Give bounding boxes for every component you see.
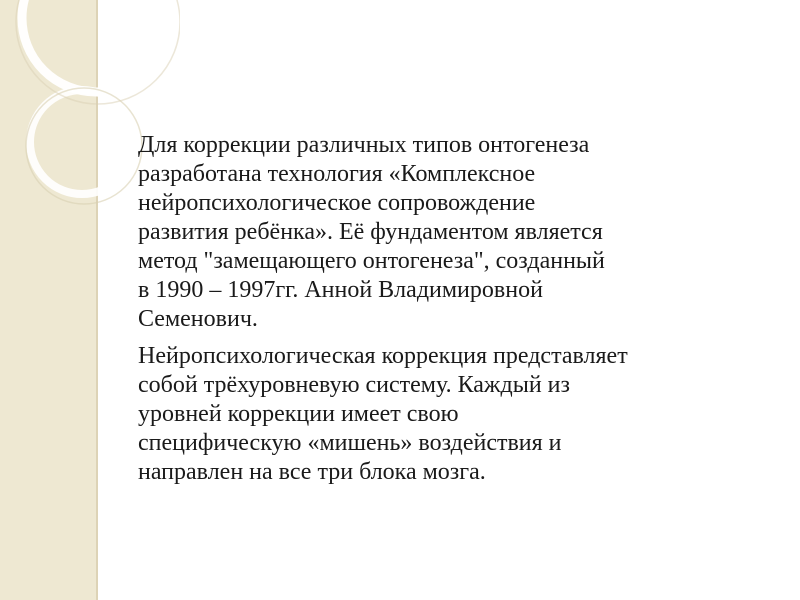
text-line: уровней коррекции имеет свою [138, 401, 459, 427]
paragraph-correction-technology [138, 131, 778, 334]
large-ring [22, 0, 170, 92]
text-line: направлен на все три блока мозга. [138, 459, 486, 485]
text-line: собой трёхуровневую систему. Каждый из [138, 372, 570, 398]
paragraph-three-level-system [138, 342, 778, 487]
text-line: в 1990 – 1997гг. Анной Владимировной [138, 277, 543, 303]
small-ring [30, 90, 134, 194]
text-line: специфическую «мишень» воздействия и [138, 430, 562, 456]
slide-body-text [138, 131, 778, 495]
small-ring-shadow [26, 88, 142, 204]
text-line: нейропсихологическое сопровождение [138, 190, 536, 216]
text-line: метод "замещающего онтогенеза", созданный [138, 248, 605, 274]
text-line: Для коррекции различных типов онтогенеза [138, 132, 590, 158]
text-line: Нейропсихологическая коррекция представляет [138, 343, 628, 369]
text-line: разработана технология «Комплексное [138, 161, 536, 187]
text-line: Семенович. [138, 306, 258, 332]
text-line: развития ребёнка». Её фундаментом является [138, 219, 603, 245]
